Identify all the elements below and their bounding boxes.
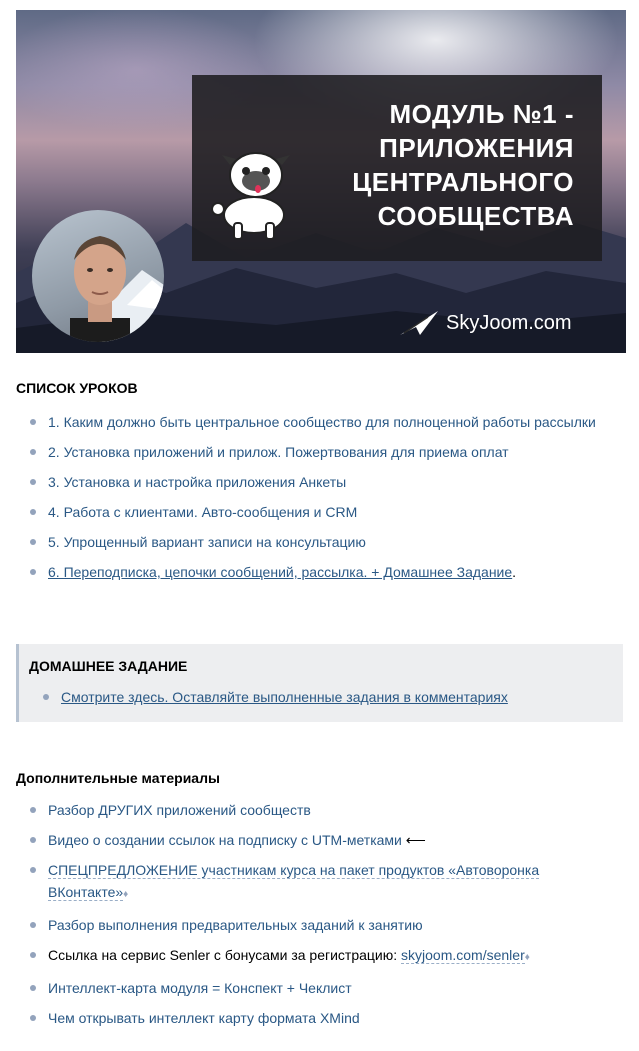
extras-item-4[interactable] (16, 914, 616, 936)
extras-list (16, 799, 616, 1037)
lesson-6-link[interactable]: 6. Переподписка, цепочки сообщений, рассылка. + Домашнее Задание (48, 564, 513, 580)
homework-box (16, 644, 623, 722)
lesson-3[interactable] (16, 471, 616, 493)
lesson-6[interactable] (16, 561, 616, 583)
extras-item-5[interactable] (16, 944, 616, 969)
lesson-5-link[interactable]: 5. Упрощенный вариант записи на консультацию (48, 534, 366, 550)
external-link-icon: ♦ (123, 889, 129, 900)
special-offer-label[interactable]: СПЕЦПРЕДЛОЖЕНИЕ (48, 862, 198, 878)
lessons-title: СПИСОК УРОКОВ (16, 380, 138, 396)
extras-link-1[interactable]: Разбор ДРУГИХ приложений сообществ (48, 802, 311, 818)
extras-item-3[interactable] (16, 859, 616, 906)
banner-title-line-4: СООБЩЕСТВА (377, 201, 574, 231)
extras-item-2[interactable] (16, 829, 616, 851)
extras-title: Дополнительные материалы (16, 770, 220, 786)
lesson-2-link[interactable]: 2. Установка приложений и прилож. Пожертвования для приема оплат (48, 444, 509, 460)
external-link-icon: ♦ (524, 952, 530, 963)
lesson-1[interactable] (16, 411, 616, 433)
lesson-5[interactable] (16, 531, 616, 553)
banner-title-line-3: ЦЕНТРАЛЬНОГО (352, 167, 574, 197)
extras-link-6[interactable]: Интеллект-карта модуля = Конспект + Чеклист (48, 980, 352, 996)
extras-link-3[interactable]: участникам курса на пакет продуктов «Автоворонка ВКонтакте» (48, 862, 540, 900)
extras-link-2[interactable]: Видео о создании ссылок на подписку с UTM-метками (48, 832, 402, 848)
lesson-1-link[interactable]: 1. Каким должно быть центральное сообщество для полноценной работы рассылки (48, 414, 596, 430)
pug-mascot-icon (196, 145, 296, 245)
senler-label: Ссылка на сервис Senler с бонусами за регистрацию: (48, 947, 402, 963)
skyjoom-brand (398, 307, 572, 339)
lesson-4[interactable] (16, 501, 616, 523)
extras-link-7[interactable]: Чем открывать интеллект карту формата XMind (48, 1010, 360, 1026)
brand-name: SkyJoom.com (446, 311, 572, 334)
extras-item-6[interactable] (16, 977, 616, 999)
homework-link[interactable]: Смотрите здесь. Оставляйте выполненные задания в комментариях (61, 689, 508, 705)
extras-link-4[interactable]: Разбор выполнения предварительных заданий к занятию (48, 917, 423, 933)
lesson-3-link[interactable]: 3. Установка и настройка приложения Анкеты (48, 474, 347, 490)
homework-title: ДОМАШНЕЕ ЗАДАНИЕ (29, 658, 188, 674)
lesson-6-period: . (512, 564, 517, 580)
banner-title-line-2: ПРИЛОЖЕНИЯ (379, 133, 574, 163)
paper-plane-icon (398, 309, 440, 337)
homework-item[interactable] (29, 686, 629, 708)
banner-title-line-1: МОДУЛЬ №1 - (389, 99, 574, 129)
lesson-4-link[interactable]: 4. Работа с клиентами. Авто-сообщения и CRM (48, 504, 358, 520)
lesson-2[interactable] (16, 441, 616, 463)
homework-list (29, 686, 629, 716)
lessons-list (16, 411, 616, 591)
extras-item-7[interactable] (16, 1007, 616, 1029)
module-banner (16, 10, 626, 353)
author-portrait-icon (32, 210, 164, 342)
senler-link[interactable]: skyjoom.com/senler (401, 947, 525, 963)
author-avatar (32, 210, 164, 342)
extras-item-1[interactable] (16, 799, 616, 821)
left-arrow-icon: ⟵ (401, 832, 426, 848)
